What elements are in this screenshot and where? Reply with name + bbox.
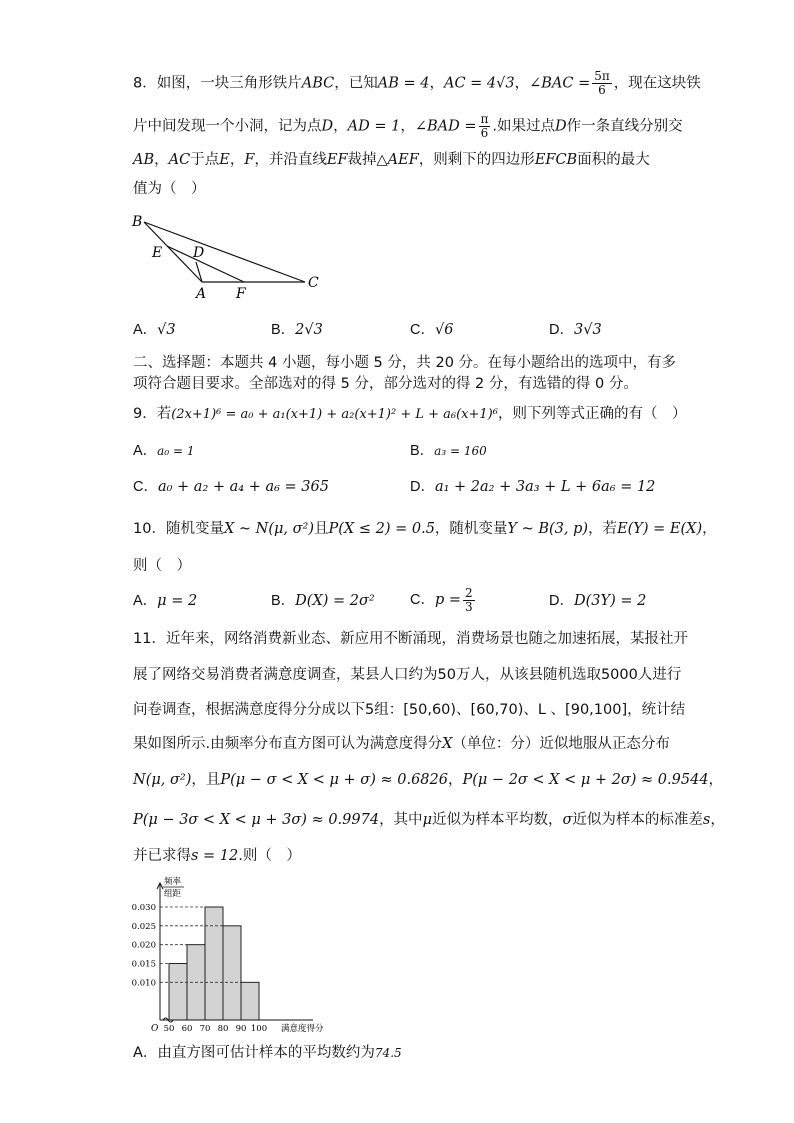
- q8-math: AC: [168, 152, 191, 168]
- q11-math: s = 12: [191, 848, 239, 864]
- q11-line1: 11．近年来，网络消费新业态、新应用不断涌现，消费场景也随之加速拓展，某报社开: [133, 631, 688, 647]
- q10-option-a[interactable]: [133, 591, 197, 611]
- option-label: B．: [410, 443, 435, 459]
- histogram-bar: [205, 907, 223, 1020]
- q8-line1: [133, 70, 701, 97]
- q8-option-a[interactable]: [133, 320, 176, 340]
- option-value: a₀ + a₂ + a₄ + a₆ = 365: [157, 479, 329, 495]
- label-C: C: [308, 275, 319, 291]
- q10-option-c[interactable]: [410, 582, 477, 618]
- q11-text: ，: [447, 772, 463, 788]
- label-B: B: [132, 214, 143, 230]
- histogram-bar: [169, 964, 187, 1021]
- option-value: a₀ = 1: [157, 444, 195, 458]
- fraction-numerator: π: [480, 112, 489, 126]
- q11-line6: [133, 810, 725, 830]
- q8-text: 8．如图，一块三角形铁片: [133, 75, 302, 92]
- q10-math: P(X ≤ 2) = 0.5: [328, 521, 435, 537]
- q8-math: EF: [326, 152, 348, 168]
- q10-math: X ~ N(μ, σ²): [223, 521, 314, 537]
- x-axis-label: 满意度得分: [281, 1024, 324, 1033]
- segment-EF: [167, 246, 244, 282]
- q9-option-c[interactable]: [133, 477, 329, 497]
- q8-text: ，: [229, 152, 245, 168]
- q8-fraction: [592, 70, 612, 97]
- fraction-numerator: 2: [465, 585, 473, 600]
- y-axis-label-denominator: 组距: [164, 889, 182, 899]
- q11-text: （单位：分）近似地服从正态分布: [452, 736, 670, 752]
- option-label: D．: [410, 479, 435, 495]
- q8-math: AD = 1: [347, 118, 401, 135]
- q9-option-a[interactable]: [133, 441, 194, 461]
- q11-text: .则（ ）: [238, 848, 301, 864]
- q8-math: D: [321, 118, 334, 135]
- option-value: μ = 2: [157, 593, 198, 609]
- q10-line2: 则（ ）: [133, 558, 191, 574]
- q8-math: ABC: [301, 75, 335, 92]
- q8-math: AB = 4: [377, 75, 430, 92]
- q8-math: AC = 4√3: [443, 75, 515, 92]
- q8-text: 作一条直线分别交: [566, 118, 683, 135]
- q11-math: s: [702, 812, 711, 828]
- q11-line4: [133, 734, 670, 754]
- q8-text: ，则剩下的四边形: [418, 152, 535, 168]
- option-label: C．: [410, 592, 435, 608]
- q8-text: 裁掉: [347, 152, 377, 168]
- option-value: a₁ + 2a₂ + 3a₃ + L + 6a₆ = 12: [434, 479, 656, 495]
- q8-text: ，: [154, 152, 169, 168]
- q8-text: ，并沿直线: [254, 152, 327, 168]
- histogram-bar: [241, 982, 259, 1020]
- label-A: A: [196, 286, 207, 302]
- option-label: B．: [271, 593, 296, 609]
- q11-text: ，其中: [379, 812, 423, 828]
- q10-math: Y ~ B(3, p): [507, 521, 589, 537]
- label-E: E: [152, 245, 163, 261]
- q11-text: ，: [710, 812, 725, 828]
- option-label: A．: [133, 443, 158, 459]
- q8-math: EFCB: [534, 152, 578, 168]
- q11-math: P(μ − 3σ < X < μ + 3σ) ≈ 0.9974: [133, 812, 380, 828]
- fraction-denominator: 3: [465, 599, 473, 614]
- q10-option-b[interactable]: [271, 591, 375, 611]
- q8-math: E: [219, 152, 230, 168]
- label-F: F: [236, 286, 246, 302]
- histogram-bar: [223, 926, 241, 1020]
- x-tick-label: 60: [181, 1024, 193, 1033]
- q8-text: ，: [514, 75, 530, 92]
- option-value: 74.5: [374, 1046, 402, 1060]
- q10-math: E(Y) = E(X): [617, 521, 703, 537]
- q11-line7: [133, 846, 301, 866]
- option-value: D(X) = 2σ²: [295, 593, 375, 609]
- q9-option-b[interactable]: [410, 441, 487, 461]
- y-axis-label-numerator: 频率: [164, 877, 182, 887]
- q11-math: σ: [562, 812, 573, 828]
- q10-line1: [133, 519, 717, 539]
- q8-math: D: [555, 118, 567, 135]
- triangle-figure: [130, 212, 330, 302]
- q8-math: ∠BAC =: [529, 75, 591, 92]
- q9-formula: (2x+1)⁶ = a₀ + a₁(x+1) + a₂(x+1)² + L + a₆(x+1)⁶: [171, 407, 498, 422]
- q11-text: 果如图所示.由频率分布直方图可认为满意度得分: [133, 736, 443, 752]
- q8-math: △AEF: [376, 152, 419, 168]
- y-tick-label: 0.010: [131, 978, 156, 989]
- y-tick-label: 0.025: [131, 921, 156, 932]
- option-label: B．: [271, 322, 296, 338]
- q11-math: N(μ, σ²): [133, 772, 192, 788]
- q11-text: ，且: [191, 772, 221, 788]
- q9-text: ，则下列等式正确的有（ ）: [497, 406, 687, 422]
- q10-text: 且: [314, 521, 329, 537]
- q9-stem: [133, 404, 686, 425]
- q10-text: ，: [702, 521, 717, 537]
- option-label: D．: [549, 593, 574, 609]
- q8-math: AB: [133, 152, 155, 168]
- q11-text: 近似为样本平均数，: [432, 812, 563, 828]
- q8-text: 面积的最大: [577, 152, 650, 168]
- q10-text: 10．随机变量: [133, 521, 224, 537]
- q8-text: .如果过点: [492, 118, 556, 135]
- x-tick-label: 100: [250, 1024, 268, 1033]
- q8-text: ，: [333, 118, 348, 135]
- option-value: √6: [434, 322, 454, 338]
- option-fraction: [463, 587, 475, 614]
- q8-text: ，: [429, 75, 444, 92]
- label-D: D: [193, 245, 205, 261]
- q8-math: F: [244, 152, 255, 168]
- q8-line3: [133, 150, 650, 170]
- q8-text: ，: [400, 118, 415, 135]
- q11-line2: 展了网络交易消费者满意度调查，某县人口约为50万人，从该县随机选取5000人进行: [133, 667, 682, 683]
- q11-text: ，: [708, 772, 724, 788]
- option-value: √3: [157, 322, 176, 338]
- section2-line1: 二、选择题：本题共 4 小题，每小题 5 分，共 20 分。在每小题给出的选项中，有多: [133, 355, 677, 371]
- origin-label: O: [151, 1024, 159, 1033]
- fraction-denominator: 6: [480, 126, 489, 140]
- option-label: C．: [133, 479, 158, 495]
- x-tick-label: 50: [163, 1024, 175, 1033]
- q11-math: P(μ − 2σ < X < μ + 2σ) ≈ 0.9544: [462, 772, 709, 788]
- section2-line2: 项符合题目要求。全部选对的得 5 分，部分选对的得 2 分，有选错的得 0 分。: [133, 376, 638, 392]
- fraction-numerator: 5π: [594, 69, 610, 83]
- x-tick-label: 80: [217, 1024, 229, 1033]
- q8-math: ∠BAD =: [414, 118, 477, 135]
- q8-text: 于点: [190, 152, 220, 168]
- q11-math: X: [442, 736, 453, 752]
- option-label: A．: [133, 322, 158, 338]
- q8-text: ，现在这块铁: [613, 75, 701, 92]
- q8-text: ，已知: [334, 75, 378, 92]
- q11-math: P(μ − σ < X < μ + σ) ≈ 0.6826: [220, 772, 448, 788]
- x-tick-label: 70: [199, 1024, 211, 1033]
- frequency-histogram: [128, 873, 368, 1033]
- q11-line3: 问卷调查，根据满意度得分分成以下5组：[50,60)、[60,70)、L 、[90,100]，统计结: [133, 702, 686, 718]
- option-value: D(3Y) = 2: [573, 593, 647, 609]
- q11-text: 近似为样本的标准差: [572, 812, 703, 828]
- option-value: a₃ = 160: [434, 444, 487, 458]
- option-label: D．: [549, 322, 574, 338]
- y-tick-label: 0.015: [131, 959, 156, 970]
- q11-math: μ: [422, 812, 432, 828]
- q8-option-c[interactable]: [410, 320, 453, 340]
- q8-option-d[interactable]: [549, 320, 602, 340]
- option-label: C．: [410, 322, 435, 338]
- x-tick-label: 90: [235, 1024, 247, 1033]
- fraction-denominator: 6: [598, 83, 606, 97]
- y-tick-label: 0.020: [131, 940, 156, 951]
- option-value: 3√3: [573, 322, 602, 338]
- q11-text: 并已求得: [133, 848, 191, 864]
- q10-option-d[interactable]: [549, 591, 646, 611]
- q9-text: 9．若: [133, 406, 172, 422]
- option-text: A．由直方图可估计样本的平均数约为: [133, 1045, 375, 1061]
- option-value: p =: [434, 592, 462, 608]
- option-label: A．: [133, 593, 158, 609]
- q11-option-a[interactable]: [133, 1043, 402, 1063]
- y-tick-label: 0.030: [131, 903, 156, 913]
- q9-option-d[interactable]: [410, 477, 655, 497]
- q8-fraction: [479, 113, 491, 140]
- q8-text: 片中间发现一个小洞，记为点: [133, 118, 322, 135]
- q8-option-b[interactable]: [271, 320, 323, 340]
- q8-line4: 值为（ ）: [133, 181, 206, 197]
- q8-line2: [133, 113, 683, 140]
- option-value: 2√3: [295, 322, 323, 338]
- q10-text: ，随机变量: [434, 521, 508, 537]
- q10-text: ，若: [588, 521, 618, 537]
- q11-line5: [133, 770, 723, 790]
